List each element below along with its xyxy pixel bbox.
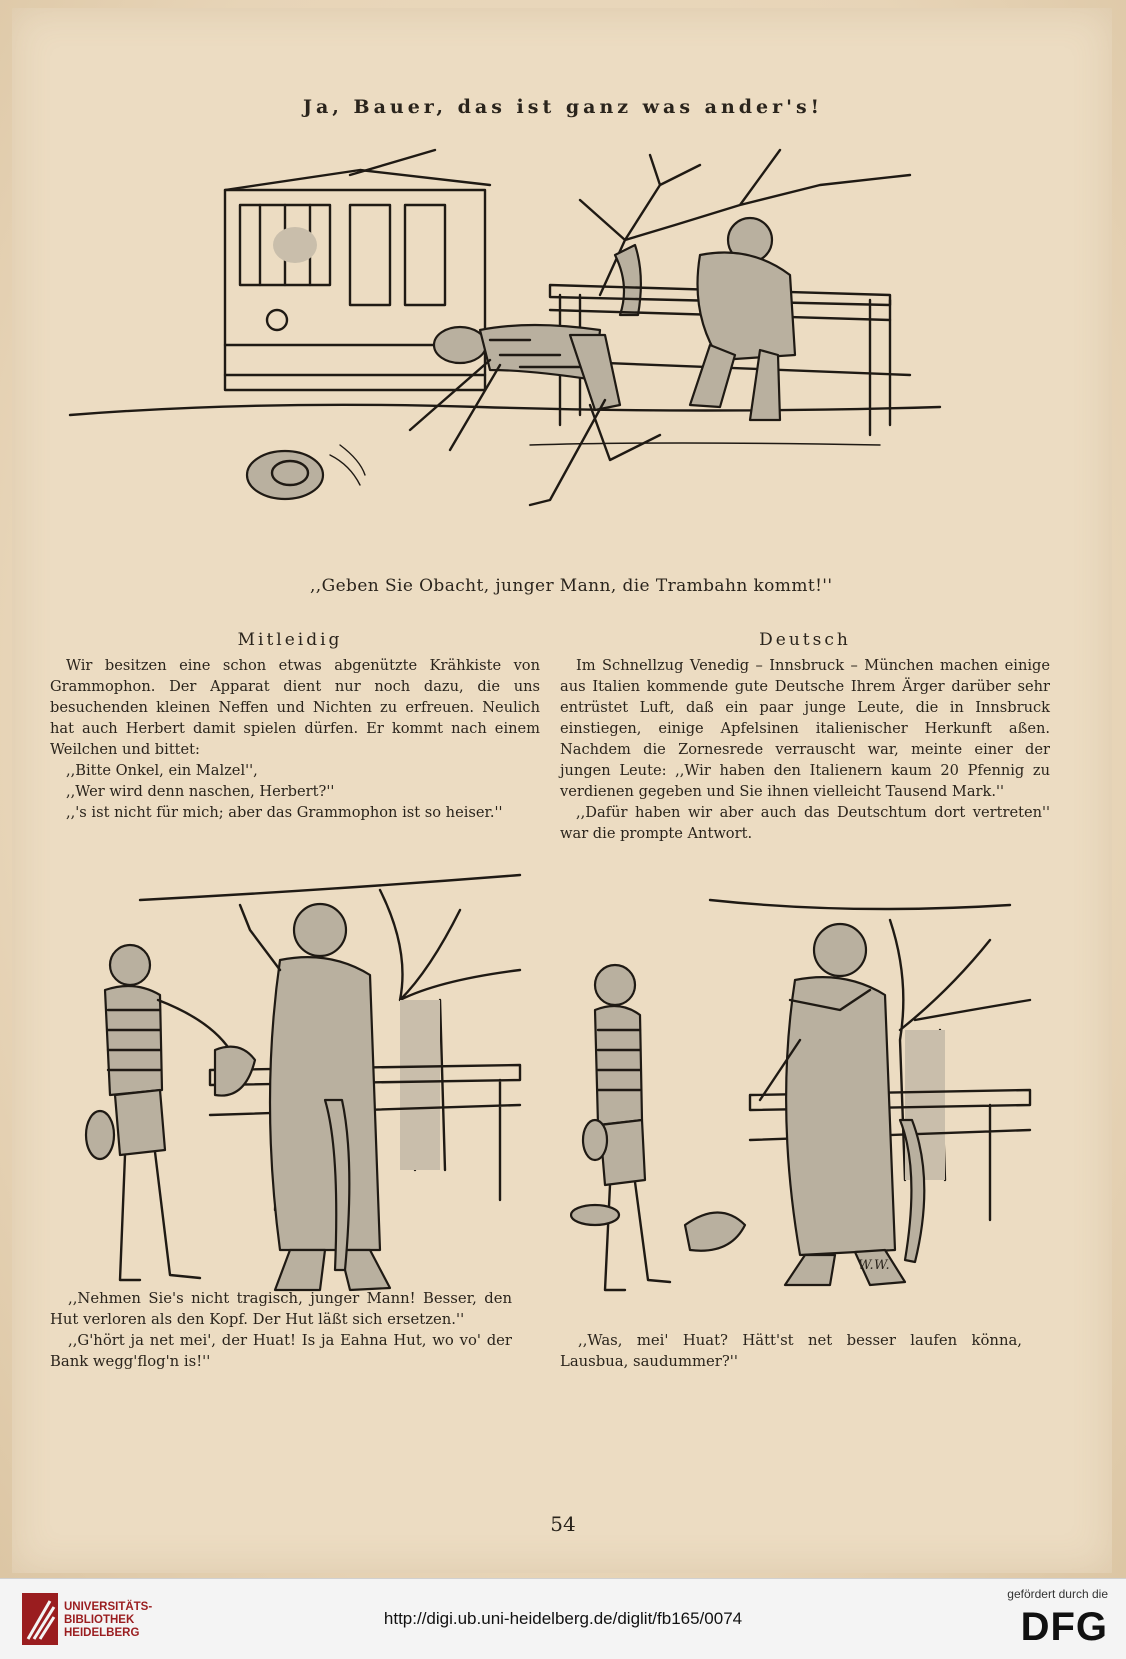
right-column-title: Deutsch <box>759 630 851 650</box>
bottom-left-boy <box>86 945 255 1280</box>
left-paragraph: ,,'s ist nicht für mich; aber das Grammophon ist so heiser.'' <box>66 804 503 821</box>
old-man-drawing <box>690 218 795 420</box>
bottom-right-boy <box>583 965 670 1290</box>
funded-by-label: gefördert durch die <box>1007 1587 1108 1601</box>
page-headline: Ja, Bauer, das ist ganz was ander's! <box>302 96 824 118</box>
bottom-left-illustration <box>80 870 550 1310</box>
bottom-right-caption-line: ,,Was, mei' Huat? Hätt'st net besser laufen könna, Lausbua, saudummer?'' <box>560 1332 1022 1370</box>
bottom-left-caption-line: ,,Nehmen Sie's nicht tragisch, junger Mann! Besser, den Hut verloren als den Kopf. Der Hut läßt sich ersetzen.'' <box>50 1290 512 1328</box>
fallen-hat-drawing <box>571 1205 745 1251</box>
bottom-right-illustration <box>570 880 1040 1320</box>
bottom-right-old-man <box>760 924 924 1285</box>
left-paragraph: Wir besitzen eine schon etwas abgenützte Krähkiste von Grammophon. Der Apparat dient nur noch dazu, die uns besuchenden kleinen Neffen und Nichten zu erfreuen. Neulich hat auch Herbert damit spielen dürfen. Er kommt nach einem Weilchen und bittet: <box>50 657 540 758</box>
top-caption: ,,Geben Sie Obacht, junger Mann, die Trambahn kommt!'' <box>310 576 833 596</box>
university-name: UNIVERSITÄTS- BIBLIOTHEK HEIDELBERG <box>64 1601 153 1639</box>
top-illustration <box>60 145 960 535</box>
dfg-logo: DFG <box>1020 1605 1108 1649</box>
digitization-footer <box>0 1578 1126 1659</box>
bottom-left-caption-line: ,,G'hört ja net mei', der Huat! Is ja Eahna Hut, wo vo' der Bank wegg'flog'n is!'' <box>50 1332 512 1370</box>
boy-drawing <box>410 325 660 505</box>
page-number: 54 <box>550 1512 576 1536</box>
right-paragraph: Im Schnellzug Venedig – Innsbruck – München machen einige aus Italien kommende gute Deutsche Ihrem Ärger darüber sehr entrüstet Luft, daß ein paar junge Leute, die in Innsbruck einstiegen, einige Apfelsinen italienischer Herkunft aßen. Nachdem die Zornesrede verrauscht war, meinte einer der jungen Leute: ,,Wir haben den Italienern kaum 20 Pfennig zu verdienen gegeben und Sie ihnen vielleicht Tausend Mark.'' <box>560 657 1050 800</box>
right-column-text <box>560 655 1050 844</box>
left-column-title: Mitleidig <box>237 630 343 650</box>
source-url-link[interactable]: http://digi.ub.uni-heidelberg.de/diglit/fb165/0074 <box>383 1609 743 1628</box>
right-paragraph: ,,Dafür haben wir aber auch das Deutschtum dort vertreten'' war die prompte Antwort. <box>560 804 1050 842</box>
left-column-text <box>50 655 540 823</box>
left-paragraph: ,,Bitte Onkel, ein Malzel'', <box>66 762 258 779</box>
bottom-left-caption <box>50 1288 512 1372</box>
left-paragraph: ,,Wer wird denn naschen, Herbert?'' <box>66 783 335 800</box>
hat-drawing <box>247 445 365 499</box>
bottom-right-caption <box>560 1330 1022 1372</box>
illustration-signature: W.W. <box>858 1258 891 1273</box>
bottom-left-old-man <box>240 904 390 1290</box>
